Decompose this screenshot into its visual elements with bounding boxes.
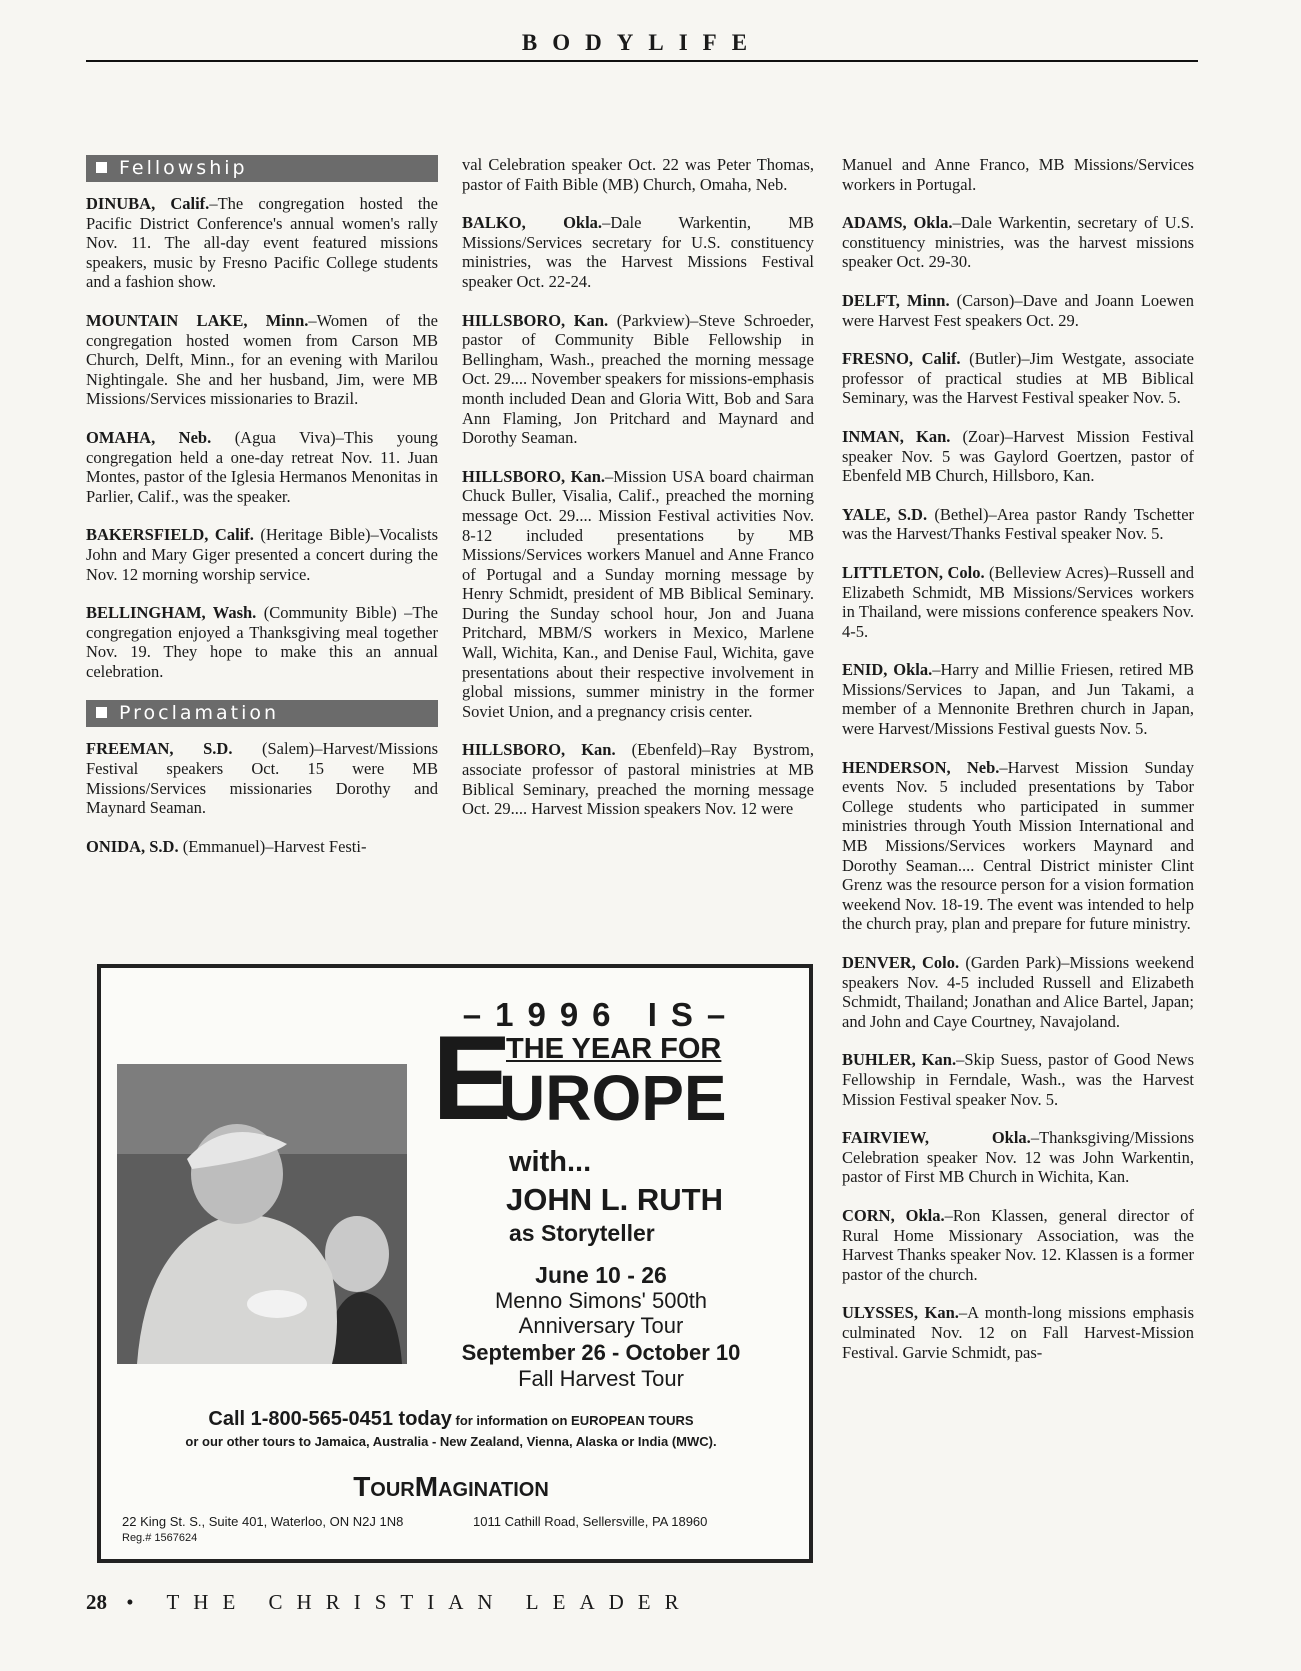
europe-rest: UROPE: [499, 1062, 727, 1134]
news-item: [842, 1128, 1194, 1187]
item-text: –Dale Warkentin, MB Missions/Services secretary for U.S. constituency ministries, was the Harvest Missions Festival speaker Oct. 22-24.: [462, 213, 814, 291]
section-head-fellowship: [86, 155, 438, 182]
square-bullet-icon: [96, 707, 107, 718]
item-text: (Zoar)–Harvest Mission Festival speaker Nov. 5 was Gaylord Goertzen, pastor of Ebenfeld MB Church, Hillsboro, Kan.: [842, 426, 1194, 486]
place-name: DELFT, Minn.: [842, 290, 950, 310]
storyteller-role: as Storyteller: [509, 1220, 655, 1246]
place-name: FREEMAN, S.D.: [86, 739, 233, 759]
place-name: CORN, Okla.: [842, 1205, 945, 1225]
item-text: (Agua Viva)–This young congregation held a one-day retreat Nov. 11. Juan Montes, pastor of the Iglesia Hermanos Menonitas in Parlier, Calif., was the speaker.: [86, 427, 438, 506]
item-text: (Ebenfeld)–Ray Bystrom, associate professor of pastoral ministries at MB Biblical Seminary, preached the morning message Oct. 29.... Harvest Mission speakers Nov. 12 were: [462, 740, 815, 819]
place-name: HILLSBORO, Kan.: [462, 310, 609, 330]
page-footer: [86, 1590, 693, 1615]
item-text: (Emmanuel)–Harvest Festi-: [178, 836, 367, 856]
news-item: [842, 291, 1194, 330]
item-text: –Harvest Mission Sunday events Nov. 5 included presentations by Tabor College students who participated in summer ministries through Youth Mission International and MB Missions/Services workers Maynard and Dorothy Seaman.... Central District minister Clint Grenz was the resource person for a vision formation weekend Nov. 18-19. The event was intended to help the church pray, plan and prepare for future ministry.: [842, 757, 1194, 934]
news-item: [86, 739, 438, 817]
news-item: [842, 505, 1194, 544]
brand-our: OUR: [370, 1479, 415, 1501]
place-name: BUHLER, Kan.: [842, 1050, 957, 1070]
item-text: (Garden Park)–Missions weekend speakers Nov. 4-5 included Russell and Elizabeth Schmidt, Thailand; Jonathan and Alice Bartel, Japan; and John and Caye Courtney, Navajoland.: [842, 953, 1194, 1031]
square-bullet-icon: [96, 162, 107, 173]
tour1-line2: Anniversary Tour: [518, 1313, 684, 1338]
place-name: YALE, S.D.: [842, 504, 928, 524]
place-name: OMAHA, Neb.: [86, 427, 212, 447]
brand-m: M: [414, 1471, 439, 1502]
with-line: with...: [509, 1146, 592, 1178]
brand-agination: AGINATION: [438, 1479, 549, 1501]
place-name: INMAN, Kan.: [842, 426, 951, 446]
item-text: (Salem)–Harvest/Missions Festival speakers Oct. 15 were MB Missions/Services missionaries Dorothy and Maynard Seaman.: [86, 739, 438, 818]
news-item: [86, 603, 438, 681]
item-text: –Dale Warkentin, secretary of U.S. constituency ministries, was the harvest missions speaker Oct. 29-30.: [842, 213, 1195, 272]
news-item: [842, 953, 1194, 1031]
news-item: [86, 525, 438, 584]
address-canada: 22 King St. S., Suite 401, Waterloo, ON N2J 1N8: [122, 1514, 404, 1529]
other-tours: or our other tours to Jamaica, Australia - New Zealand, Vienna, Alaska or India (MWC).: [185, 1434, 717, 1449]
news-item: [842, 155, 1194, 194]
call-line: [111, 1408, 791, 1431]
storyteller-name: JOHN L. RUTH: [506, 1182, 723, 1217]
place-name: ONIDA, S.D.: [86, 836, 179, 856]
news-item: [842, 1050, 1194, 1109]
item-text: –Skip Suess, pastor of Good News Fellowship in Ferndale, Wash., was the Harvest Mission Festival speaker Nov. 5.: [842, 1050, 1194, 1109]
publication-name: THE CHRISTIAN LEADER: [166, 1590, 693, 1614]
news-item: [842, 660, 1194, 738]
place-name: HILLSBORO, Kan.: [462, 740, 616, 760]
item-text: –A month-long missions emphasis culminated Nov. 12 on Fall Harvest-Mission Festival. Garvie Schmidt, pas-: [842, 1303, 1194, 1362]
storyteller-photo: [117, 1064, 407, 1364]
news-item: [462, 740, 814, 818]
section-head-label: Fellowship: [119, 157, 248, 179]
place-name: ULYSSES, Kan.: [842, 1303, 959, 1323]
call-info: for information on EUROPEAN TOURS: [451, 1413, 694, 1428]
place-name: ENID, Okla.: [842, 660, 933, 680]
place-name: FAIRVIEW, Okla.: [842, 1128, 1031, 1148]
column-3: [842, 155, 1194, 1362]
item-text: (Bethel)–Area pastor Randy Tschetter was the Harvest/Thanks Festival speaker Nov. 5.: [842, 504, 1195, 544]
column-2: [462, 155, 814, 819]
news-item: [86, 311, 438, 409]
item-text: –Harry and Millie Friesen, retired MB Missions/Services to Japan, and Jun Takami, a member of a Mennonite Brethren church in Japan, were Harvest/Missions Festival guests Nov. 5.: [842, 660, 1194, 739]
the-year-for: THE YEAR FOR: [506, 1033, 722, 1065]
item-text: (Belleview Acres)–Russell and Elizabeth Schmidt, MB Missions/Services workers in Thailand, were missions conference speakers Nov. 4-5.: [842, 562, 1194, 641]
footer-bullet: •: [126, 1590, 148, 1614]
ad-photo: [117, 1064, 407, 1364]
item-text: –The congregation hosted the Pacific District Conference's annual women's rally Nov. 11. The all-day event featured missions speakers, music by Fresno Pacific College students and a fashion show.: [86, 194, 438, 292]
brand-logo: [251, 1471, 651, 1503]
page-number: 28: [86, 1590, 107, 1614]
news-item: [842, 213, 1194, 272]
brand-t: T: [353, 1471, 371, 1502]
item-text: –Mission USA board chairman Chuck Buller, Visalia, Calif., preached the morning message Oct. 29.... Mission Festival activities Nov. 8-12 included presentations by MB Missions/Services workers Manuel and Anne Franco of Portugal and a Sunday morning message by Henry Schmidt, president of MB Biblical Seminary. During the Sunday school hour, Jon and Juana Pritchard, MBM/S workers in Mexico, Marlene Wall, Wichita, Kan., and Denise Faul, Wichita, gave presentations about their respective involvement in global missions, summer ministry in the former Soviet Union, and a pregnancy crisis center.: [462, 466, 815, 721]
item-text: –Ron Klassen, general director of Rural Home Missionary Association, was the Harvest Thanks speaker Nov. 12. Klassen is a former pastor of the church.: [842, 1205, 1195, 1284]
place-name: HILLSBORO, Kan.: [462, 466, 606, 486]
item-text: –Women of the congregation hosted women from Carson MB Church, Delft, Minn., for an evening with Marilou Nightingale. She and her husband, Jim, were MB Missions/Services missionaries to Brazil.: [86, 310, 439, 409]
item-text: (Heritage Bible)–Vocalists John and Mary Giger presented a concert during the Nov. 12 morning worship service.: [86, 525, 438, 584]
column-1: [86, 155, 438, 856]
place-name: ADAMS, Okla.: [842, 213, 953, 233]
section-head-label: Proclamation: [119, 702, 280, 725]
news-item: [842, 349, 1194, 408]
tour2-dates: September 26 - October 10: [461, 1340, 741, 1365]
place-name: BELLINGHAM, Wash.: [86, 603, 257, 623]
europe-initial: E: [431, 1011, 513, 1145]
tour2-name: Fall Harvest Tour: [518, 1366, 684, 1391]
tour-advertisement: [97, 964, 813, 1563]
item-text: (Butler)–Jim Westgate, associate professor of practical studies at MB Biblical Seminary, was the Harvest Festival speaker Nov. 5.: [842, 349, 1194, 408]
tour1-line1: Menno Simons' 500th: [494, 1288, 708, 1313]
news-item: [842, 1303, 1194, 1362]
item-text: (Carson)–Dave and Joann Loewen were Harvest Fest speakers Oct. 29.: [842, 290, 1195, 330]
news-item: [842, 758, 1194, 934]
item-text: Manuel and Anne Franco, MB Missions/Services workers in Portugal.: [842, 155, 1194, 194]
news-item: [842, 1206, 1194, 1284]
place-name: BALKO, Okla.: [462, 213, 603, 233]
news-item: [462, 311, 814, 448]
call-phone: Call 1-800-565-0451 today: [208, 1408, 452, 1430]
address-usa: 1011 Cathill Road, Sellersville, PA 18960: [473, 1514, 708, 1529]
place-name: DINUBA, Calif.: [86, 194, 210, 213]
news-item: [462, 155, 814, 194]
item-text: –Thanksgiving/Missions Celebration speaker Nov. 12 was John Warkentin, pastor of First MB Church in Wichita, Kan.: [842, 1128, 1194, 1187]
news-item: [86, 837, 438, 857]
header-rule: [86, 60, 1198, 62]
item-text: (Community Bible) –The congregation enjoyed a Thanksgiving meal together Nov. 19. They hope to make this an annual celebration.: [86, 603, 439, 681]
news-item: [86, 194, 438, 292]
section-head-proclamation: [86, 700, 438, 727]
news-item: [462, 213, 814, 291]
year-line: –1996 IS–: [462, 996, 740, 1033]
news-item: [86, 428, 438, 506]
place-name: DENVER, Colo.: [842, 953, 960, 972]
place-name: MOUNTAIN LAKE, Minn.: [86, 310, 309, 330]
news-item: [462, 467, 814, 722]
running-header: BODYLIFE: [521, 30, 763, 55]
news-item: [842, 427, 1194, 486]
tour1-dates: June 10 - 26: [535, 1262, 667, 1288]
news-item: [842, 563, 1194, 641]
item-text: val Celebration speaker Oct. 22 was Peter Thomas, pastor of Faith Bible (MB) Church, Omaha, Neb.: [462, 155, 814, 194]
place-name: HENDERSON, Neb.: [842, 757, 1000, 777]
place-name: BAKERSFIELD, Calif.: [86, 525, 254, 545]
place-name: FRESNO, Calif.: [842, 349, 961, 369]
registration-number: Reg.# 1567624: [122, 1532, 198, 1544]
item-text: (Parkview)–Steve Schroeder, pastor of Community Bible Fellowship in Bellingham, Wash., preached the morning message Oct. 29.... November speakers for missions-emphasis month included Dean and Gloria Witt, Bob and Sara Ann Flaming, Jon Pritchard and Maynard and Dorothy Seaman.: [462, 310, 814, 448]
place-name: LITTLETON, Colo.: [842, 562, 985, 582]
